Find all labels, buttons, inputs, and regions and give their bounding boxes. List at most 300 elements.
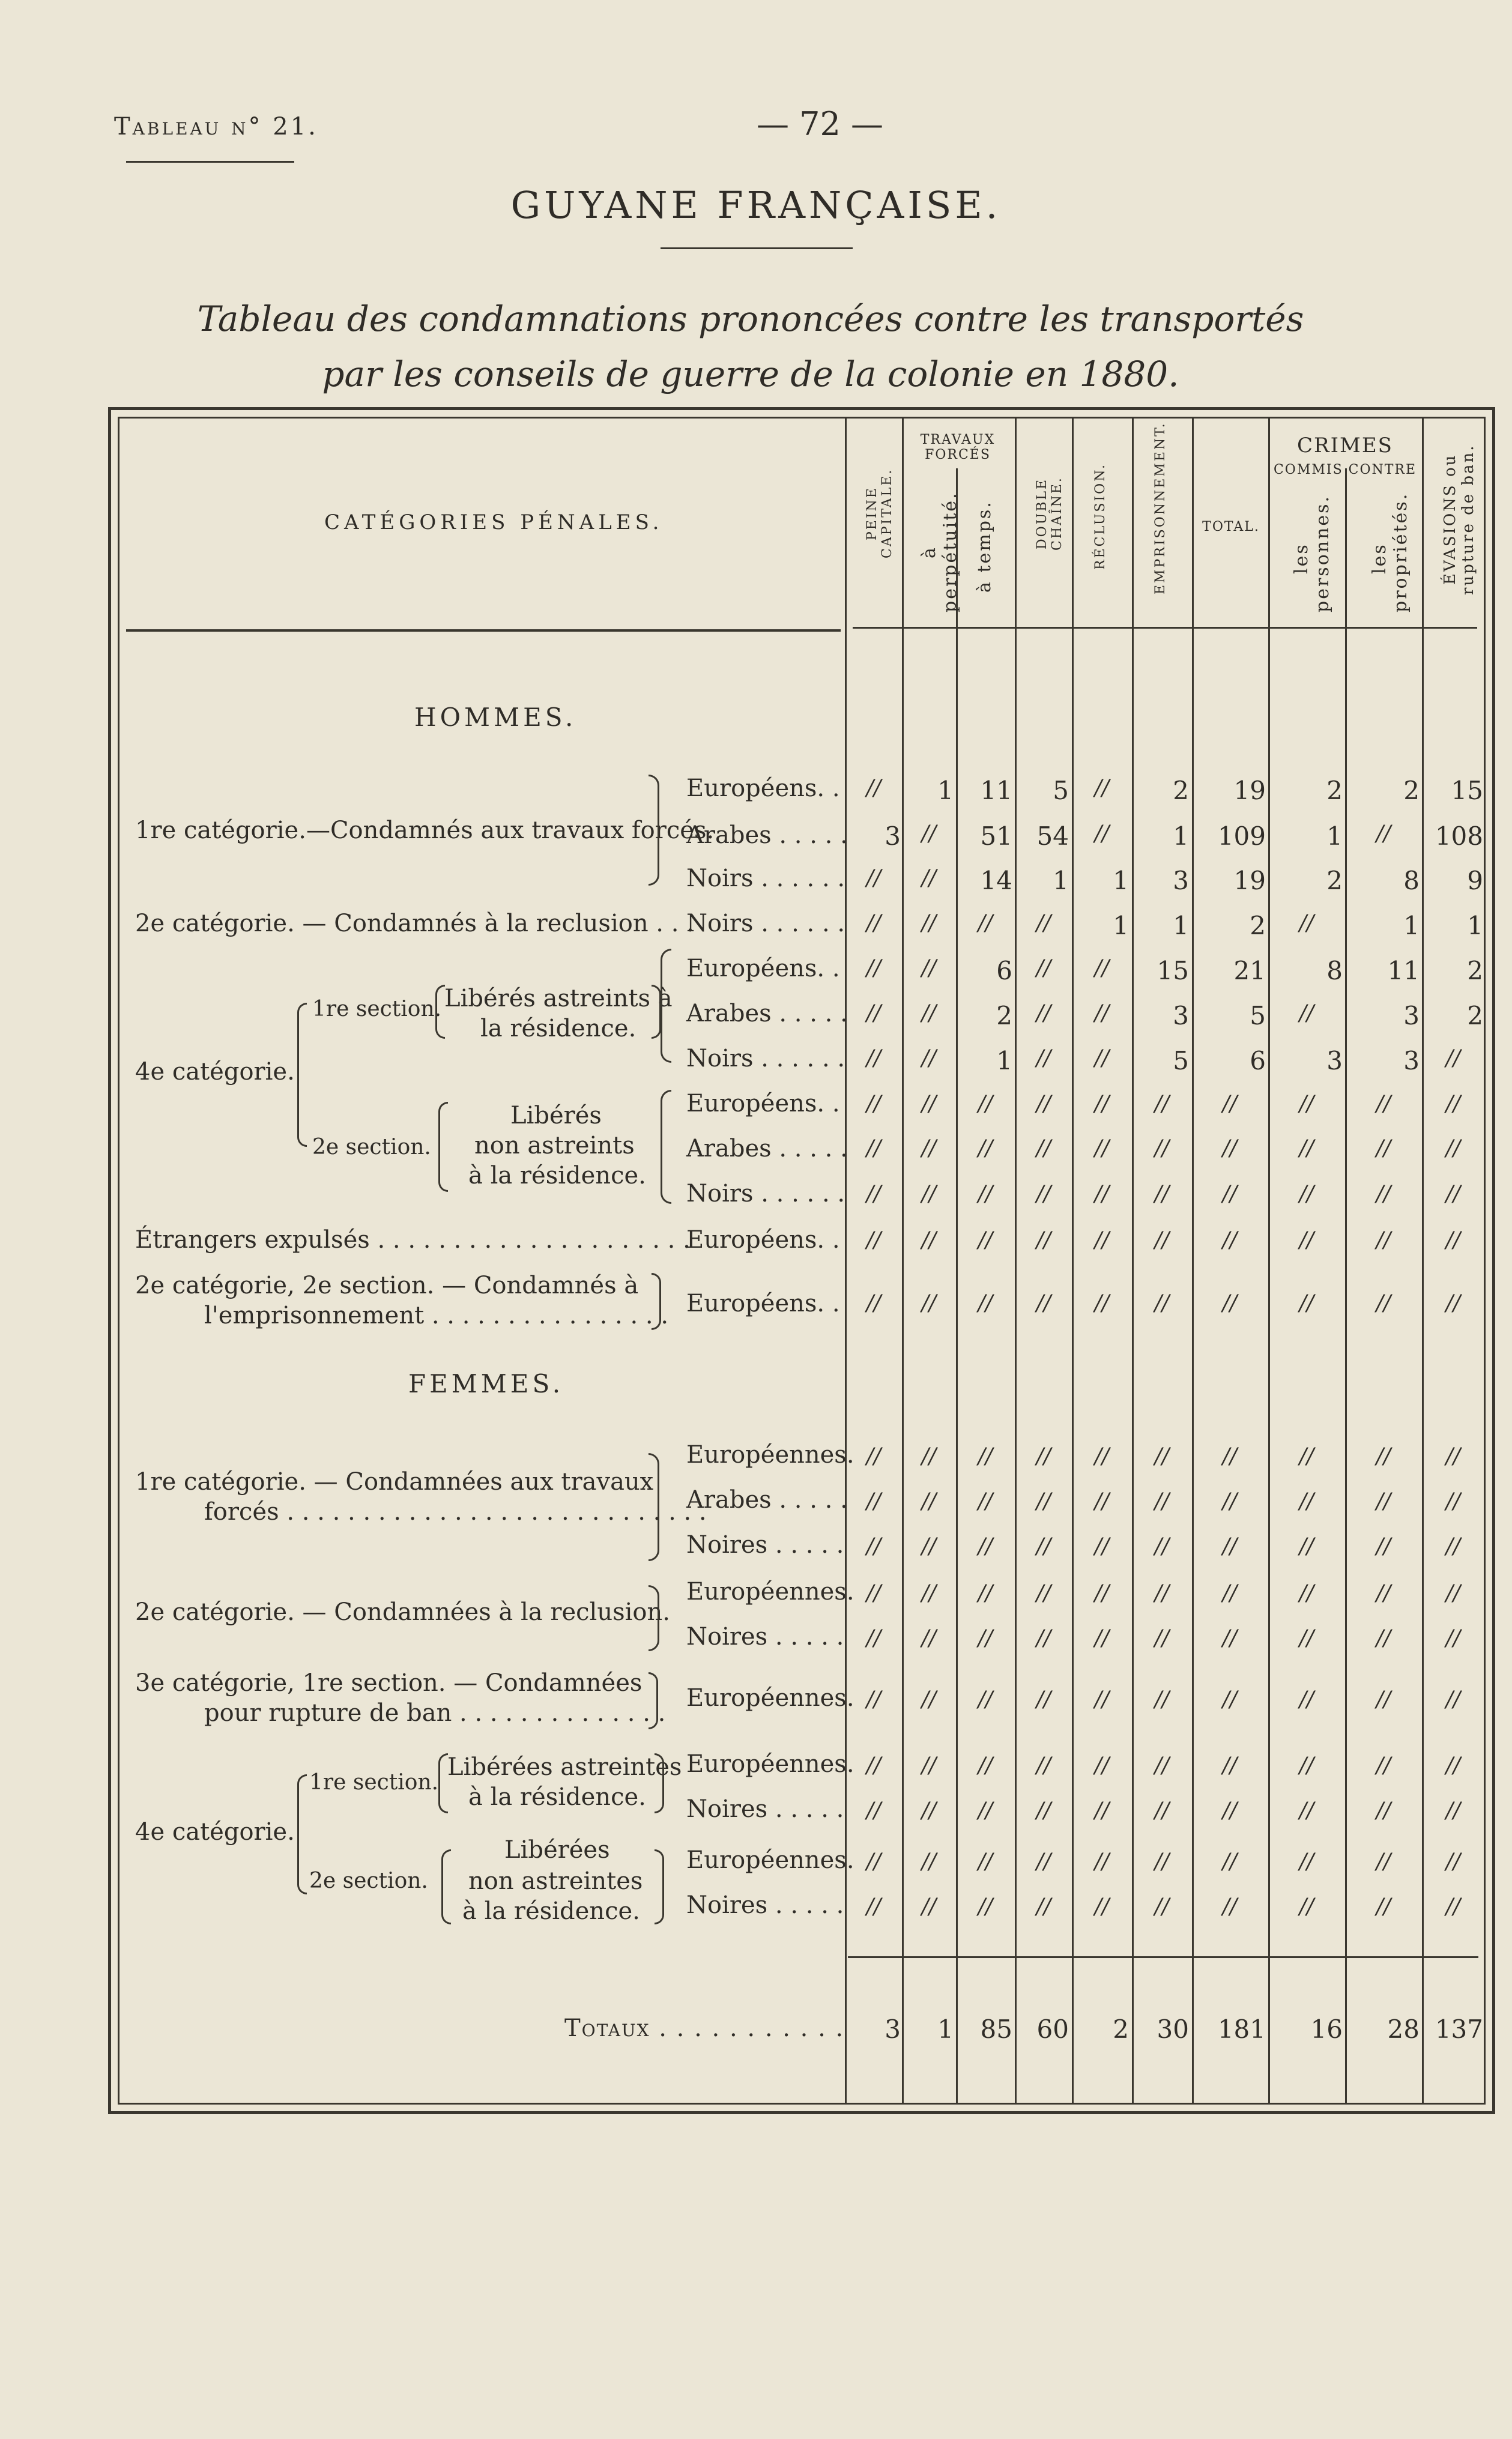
page-number: — 72 — [757,105,884,143]
ditto-mark: // [1094,1291,1110,1316]
ditto-mark: // [1299,1753,1314,1778]
ditto-mark: // [978,1894,993,1919]
ditto-mark: // [1376,821,1391,846]
ditto-mark: // [866,1849,881,1874]
cell-value: 1 [1326,821,1343,851]
ditto-mark: // [1376,1136,1391,1161]
title-underline [661,247,853,249]
label-la-residence: la résidence. [480,1015,637,1042]
ditto-mark: // [1036,1687,1051,1712]
ditto-mark: // [978,1581,993,1606]
ditto-mark: // [1094,956,1110,981]
label-rupture-de-ban: pour rupture de ban . . . . . . . . . . . . . . [204,1699,666,1727]
brace [649,1585,659,1651]
ditto-mark: // [866,1581,881,1606]
cell-value: 1 [1403,911,1420,940]
ditto-mark: // [1299,1001,1314,1026]
label-femmes-3e-categorie: 3e catégorie, 1re section. — Condamnées [135,1669,643,1697]
ditto-mark: // [1154,1444,1170,1469]
cell-value: 1 [1173,821,1189,851]
origin-label: Noirs . . . . . . [686,1045,845,1072]
ditto-mark: // [1222,1228,1238,1253]
ditto-mark: // [1222,1687,1238,1712]
ditto-mark: // [1445,1894,1461,1919]
ditto-mark: // [1094,1687,1110,1712]
ditto-mark: // [1445,1182,1461,1206]
ditto-mark: // [866,1228,881,1253]
cell-value: 8 [1326,956,1343,985]
brace [649,1453,659,1561]
ditto-mark: // [1154,1489,1170,1514]
cell-value: 3 [885,821,901,851]
ditto-mark: // [1036,1894,1051,1919]
ditto-mark: // [1154,1798,1170,1823]
ditto-mark: // [1222,1894,1238,1919]
origin-label: Européens. . [686,775,840,802]
ditto-mark: // [978,1228,993,1253]
origin-label: Noirs . . . . . . [686,1180,845,1207]
brace [438,1753,448,1813]
ditto-mark: // [866,1092,881,1116]
cell-value: 9 [1467,866,1483,895]
label-femmes-4e-categorie: 4e catégorie. [135,1818,295,1846]
ditto-mark: // [1094,1489,1110,1514]
ditto-mark: // [866,1489,881,1514]
ditto-mark: // [1036,1046,1051,1071]
cell-value: 5 [1250,1001,1266,1030]
ditto-mark: // [1154,1534,1170,1559]
col-divider [1268,417,1270,2105]
ditto-mark: // [978,1136,993,1161]
label-non-astreintes: non astreintes [468,1867,643,1895]
ditto-mark: // [1299,1444,1314,1469]
ditto-mark: // [1299,1228,1314,1253]
ditto-mark: // [866,911,881,935]
section-hommes: HOMMES. [414,703,577,732]
brace [652,1273,661,1330]
ditto-mark: // [1299,911,1314,935]
ditto-mark: // [1222,1136,1238,1161]
ditto-mark: // [1036,1534,1051,1559]
label-femmes-a-la-residence: à la résidence. [462,1897,640,1925]
ditto-mark: // [921,1001,937,1026]
ditto-mark: // [921,1849,937,1874]
brace [297,1003,307,1147]
label-femmes-residence: à la résidence. [468,1783,646,1811]
ditto-mark: // [1036,1581,1051,1606]
ditto-mark: // [1036,1753,1051,1778]
ditto-mark: // [921,1046,937,1071]
totals-rule [848,1956,1478,1958]
ditto-mark: // [1376,1489,1391,1514]
ditto-mark: // [1154,1291,1170,1316]
column-header-personnes: les personnes. [1291,494,1333,612]
column-header-emprisonnement: EMPRISONNEMENT. [1153,422,1168,594]
ditto-mark: // [1094,1798,1110,1823]
ditto-mark: // [1036,956,1051,981]
ditto-mark: // [1154,1228,1170,1253]
ditto-mark: // [1094,1136,1110,1161]
ditto-mark: // [1222,1534,1238,1559]
ditto-mark: // [1299,1291,1314,1316]
brace [297,1774,307,1894]
cell-value: 6 [1250,1046,1266,1075]
ditto-mark: // [1299,1534,1314,1559]
ditto-mark: // [1299,1092,1314,1116]
ditto-mark: // [978,1687,993,1712]
ditto-mark: // [1154,1894,1170,1919]
ditto-mark: // [1445,1798,1461,1823]
ditto-mark: // [978,1753,993,1778]
col-divider [1345,468,1347,2105]
col-divider [1422,417,1424,2105]
total-value: 2 [1113,2014,1129,2044]
ditto-mark: // [866,866,881,890]
cell-value: 8 [1403,866,1420,895]
ditto-mark: // [1445,1687,1461,1712]
origin-label: Européennes. [686,1441,854,1469]
ditto-mark: // [866,1798,881,1823]
ditto-mark: // [921,1753,937,1778]
ditto-mark: // [866,1687,881,1712]
cell-value: 5 [1173,1046,1189,1075]
ditto-mark: // [1376,1444,1391,1469]
ditto-mark: // [1376,1798,1391,1823]
cell-value: 1 [1113,866,1129,895]
ditto-mark: // [1445,1581,1461,1606]
origin-label: Arabes . . . . . [686,821,848,849]
ditto-mark: // [1094,1092,1110,1116]
ditto-mark: // [978,1182,993,1206]
ditto-mark: // [1094,1182,1110,1206]
ditto-mark: // [1222,1489,1238,1514]
ditto-mark: // [1036,1182,1051,1206]
brace [655,1849,664,1924]
ditto-mark: // [1299,1894,1314,1919]
column-header-proprietes: les propriétés. [1369,492,1411,612]
ditto-mark: // [921,1444,937,1469]
tableau-number: Tableau n° 21. [114,113,318,141]
label-femmes-2e-section: 2e section. [309,1869,428,1893]
ditto-mark: // [1222,1092,1238,1116]
ditto-mark: // [1445,1228,1461,1253]
ditto-mark: // [1154,1687,1170,1712]
cell-value: 21 [1233,956,1266,985]
column-header-crimes: CRIMES [1297,434,1393,458]
ditto-mark: // [921,1626,937,1651]
cell-value: 1 [996,1046,1012,1075]
ditto-mark: // [866,1626,881,1651]
ditto-mark: // [866,1136,881,1161]
ditto-mark: // [1376,1687,1391,1712]
ditto-mark: // [921,1291,937,1316]
ditto-mark: // [866,956,881,981]
cell-value: 1 [1467,911,1483,940]
ditto-mark: // [978,1798,993,1823]
ditto-mark: // [1154,1182,1170,1206]
col-divider [1015,417,1017,2105]
ditto-mark: // [1036,1092,1051,1116]
ditto-mark: // [1154,1849,1170,1874]
ditto-mark: // [1094,776,1110,800]
ditto-mark: // [1094,821,1110,846]
ditto-mark: // [1094,1626,1110,1651]
brace [438,1102,448,1192]
ditto-mark: // [1222,1182,1238,1206]
ditto-mark: // [1299,1849,1314,1874]
cell-value: 2 [996,1001,1012,1030]
ditto-mark: // [1445,1534,1461,1559]
label-femmes-2e-categorie: 2e catégorie. — Condamnées à la reclusion. [135,1598,670,1626]
cell-value: 54 [1036,821,1069,851]
origin-label: Arabes . . . . . [686,1135,848,1162]
cell-value: 11 [1387,956,1420,985]
ditto-mark: // [1036,1228,1051,1253]
origin-label: Européens. . [686,1090,840,1117]
cell-value: 3 [1173,866,1189,895]
ditto-mark: // [921,956,937,981]
ditto-mark: // [978,1849,993,1874]
origin-label: Européennes. [686,1684,854,1712]
cell-value: 3 [1403,1001,1420,1030]
cell-value: 1 [1113,911,1129,940]
ditto-mark: // [921,1136,937,1161]
ditto-mark: // [1445,1626,1461,1651]
ditto-mark: // [1036,1001,1051,1026]
total-value: 16 [1310,2014,1343,2044]
col-divider [956,468,958,2105]
cell-value: 15 [1157,956,1189,985]
ditto-mark: // [1376,1753,1391,1778]
ditto-mark: // [921,1894,937,1919]
ditto-mark: // [921,1489,937,1514]
ditto-mark: // [1036,1798,1051,1823]
origin-label: Européennes. [686,1750,854,1778]
ditto-mark: // [1222,1626,1238,1651]
ditto-mark: // [921,1687,937,1712]
ditto-mark: // [978,1291,993,1316]
subtitle-line-2: par les conseils de guerre de la colonie en 1880. [322,354,1179,394]
ditto-mark: // [1036,1626,1051,1651]
cell-value: 108 [1435,821,1483,851]
origin-label: Arabes . . . . . [686,1000,848,1027]
ditto-mark: // [1376,1894,1391,1919]
ditto-mark: // [866,1046,881,1071]
origin-label: Européens. . [686,955,840,982]
ditto-mark: // [1222,1444,1238,1469]
cell-value: 19 [1233,776,1266,805]
ditto-mark: // [866,1444,881,1469]
ditto-mark: // [1094,1046,1110,1071]
ditto-mark: // [1445,1136,1461,1161]
ditto-mark: // [1036,1444,1051,1469]
ditto-mark: // [1154,1136,1170,1161]
origin-label: Noirs . . . . . . [686,865,845,892]
total-value: 1 [937,2014,954,2044]
header-rule [126,629,841,632]
column-header-categories: CATÉGORIES PÉNALES. [324,510,664,534]
ditto-mark: // [1154,1092,1170,1116]
column-header-evasions: ÉVASIONS ou rupture de ban. [1441,444,1477,595]
ditto-mark: // [866,776,881,800]
tableau-underline [126,161,294,163]
ditto-mark: // [1094,1849,1110,1874]
label-non-astreints: non astreints [474,1132,635,1159]
ditto-mark: // [1094,1001,1110,1026]
col-divider [902,417,904,2105]
ditto-mark: // [1094,1534,1110,1559]
label-hommes-1re-categorie: 1re catégorie.—Condamnés aux travaux forcés. [135,817,715,844]
ditto-mark: // [978,911,993,935]
label-2e-section: 2e section. [312,1135,431,1159]
cell-value: 2 [1326,776,1343,805]
cell-value: 2 [1467,956,1483,985]
col-divider [1072,417,1074,2105]
ditto-mark: // [866,1001,881,1026]
ditto-mark: // [1299,1626,1314,1651]
label-hommes-4e-categorie: 4e catégorie. [135,1058,295,1086]
ditto-mark: // [1445,1046,1461,1071]
origin-label: Européens. . [686,1226,840,1254]
cell-value: 1 [937,776,954,805]
ditto-mark: // [978,1444,993,1469]
cell-value: 3 [1403,1046,1420,1075]
column-header-reclusion: RÉCLUSION. [1093,462,1108,570]
ditto-mark: // [1094,1228,1110,1253]
label-liberes: Libérés [510,1102,602,1129]
cell-value: 2 [1467,1001,1483,1030]
ditto-mark: // [921,1182,937,1206]
cell-value: 11 [980,776,1012,805]
label-femmes-forces: forcés . . . . . . . . . . . . . . . . . . . . . . . . . . . . [204,1498,707,1526]
column-header-total: TOTAL. [1202,519,1260,534]
ditto-mark: // [1445,1489,1461,1514]
label-2e-cat-2e-section: 2e catégorie, 2e section. — Condamnés à [135,1272,639,1299]
ditto-mark: // [1222,1849,1238,1874]
origin-label: Noires . . . . . [686,1623,844,1651]
ditto-mark: // [1094,1581,1110,1606]
cell-value: 6 [996,956,1012,985]
cell-value: 1 [1173,911,1189,940]
brace [435,985,445,1039]
ditto-mark: // [866,1894,881,1919]
cell-value: 14 [980,866,1012,895]
ditto-mark: // [1299,1489,1314,1514]
ditto-mark: // [1299,1182,1314,1206]
cell-value: 19 [1233,866,1266,895]
brace [649,775,659,886]
ditto-mark: // [1094,1894,1110,1919]
label-femmes-1re-categorie: 1re catégorie. — Condamnées aux travaux [135,1468,654,1496]
ditto-mark: // [1299,1581,1314,1606]
total-value: 60 [1036,2014,1069,2044]
ditto-mark: // [1445,1444,1461,1469]
cell-value: 5 [1053,776,1069,805]
ditto-mark: // [866,1753,881,1778]
brace [441,1849,451,1924]
brace [655,1753,664,1813]
label-hommes-2e-categorie: 2e catégorie. — Condamnés à la reclusion . . . [135,910,694,937]
ditto-mark: // [1376,1581,1391,1606]
ditto-mark: // [921,1092,937,1116]
brace [661,1090,671,1204]
ditto-mark: // [1376,1534,1391,1559]
ditto-mark: // [1376,1626,1391,1651]
ditto-mark: // [1036,1291,1051,1316]
ditto-mark: // [978,1092,993,1116]
total-value: 30 [1157,2014,1189,2044]
ditto-mark: // [1154,1753,1170,1778]
ditto-mark: // [978,1626,993,1651]
ditto-mark: // [1376,1092,1391,1116]
cell-value: 2 [1173,776,1189,805]
origin-label: Européens. . [686,1290,840,1317]
ditto-mark: // [1445,1753,1461,1778]
ditto-mark: // [1036,1136,1051,1161]
label-etrangers-expulses: Étrangers expulsés . . . . . . . . . . . . . . . . . . . . . [135,1226,691,1254]
ditto-mark: // [921,1581,937,1606]
origin-label: Européennes. [686,1578,854,1606]
column-header-perpetuite: à perpétuité. [919,491,961,612]
ditto-mark: // [1036,1489,1051,1514]
section-femmes: FEMMES. [408,1369,564,1398]
table-subtitle [180,291,1321,402]
ditto-mark: // [1376,1182,1391,1206]
origin-label: Européennes. [686,1846,854,1874]
ditto-mark: // [1445,1849,1461,1874]
origin-label: Noires . . . . . [686,1795,844,1823]
cell-value: 2 [1250,911,1266,940]
cell-value: 1 [1053,866,1069,895]
label-a-la-residence: à la résidence. [468,1162,646,1189]
ditto-mark: // [1222,1581,1238,1606]
label-liberees: Libérées [504,1836,610,1864]
ditto-mark: // [866,1291,881,1316]
brace [652,985,661,1039]
ditto-mark: // [921,866,937,890]
label-totaux: Totaux . . . . . . . . . . . [564,2014,845,2042]
ditto-mark: // [921,821,937,846]
column-header-temps: à temps. [974,500,995,593]
total-value: 85 [980,2014,1012,2044]
total-value: 137 [1435,2014,1483,2044]
page-title: GUYANE FRANÇAISE. [510,183,1002,227]
subtitle-line-1: Tableau des condamnations prononcées contre les transportés [197,298,1304,339]
cell-value: 2 [1326,866,1343,895]
cell-value: 15 [1451,776,1483,805]
ditto-mark: // [1222,1753,1238,1778]
total-value: 3 [885,2014,901,2044]
header-rule-right [853,627,1477,629]
cell-value: 3 [1173,1001,1189,1030]
ditto-mark: // [1094,1753,1110,1778]
col-divider [1132,417,1134,2105]
label-liberes-astreints: Libérés astreints à [444,985,673,1012]
ditto-mark: // [866,1534,881,1559]
column-header-travaux-forces: TRAVAUX FORCÉS [920,432,996,462]
ditto-mark: // [921,1228,937,1253]
label-emprisonnement: l'emprisonnement . . . . . . . . . . . . . . . . [204,1302,669,1329]
label-1re-section: 1re section. [312,997,442,1021]
ditto-mark: // [921,911,937,935]
ditto-mark: // [1376,1228,1391,1253]
brace [649,1672,658,1729]
col-divider [1192,417,1194,2105]
ditto-mark: // [1036,911,1051,935]
ditto-mark: // [1094,1444,1110,1469]
ditto-mark: // [1154,1581,1170,1606]
origin-label: Noirs . . . . . . [686,910,845,937]
